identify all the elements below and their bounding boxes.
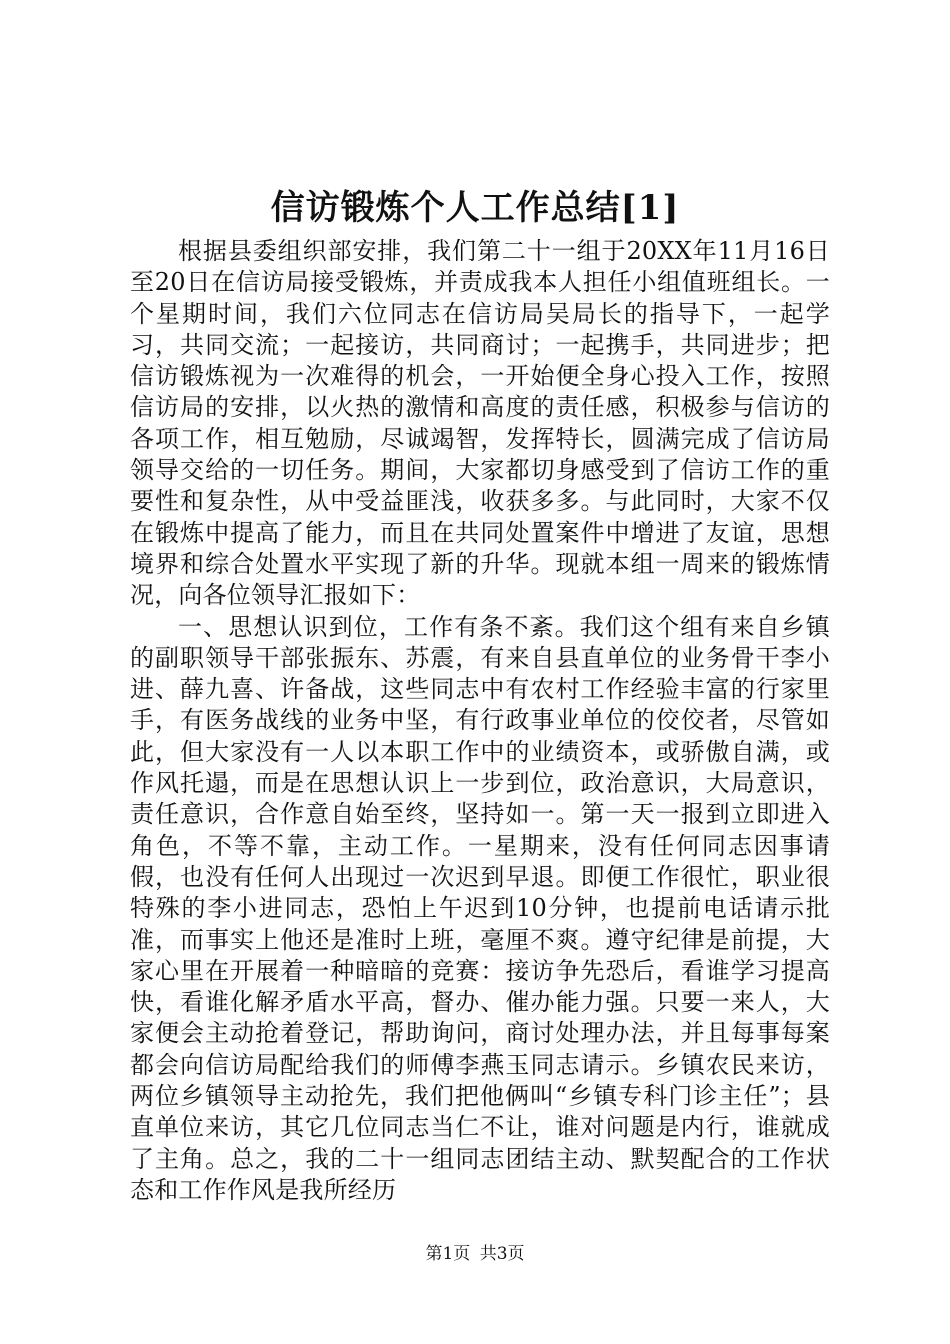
page-number: 第1页 bbox=[425, 1244, 471, 1264]
document-body bbox=[130, 236, 830, 1206]
paragraph-intro: 根据县委组织部安排，我们第二十一组于20XX年11月16日至20日在信访局接受锻炼，并责成我本人担任小组值班组长。一个星期时间，我们六位同志在信访局吴局长的指导下，一起学习，共同交流；一起接访，共同商讨；一起携手，共同进步；把信访锻炼视为一次难得的机会，一开始便全身心投入工作，按照信访局的安排，以火热的激情和高度的责任感，积极参与信访的各项工作，相互勉励，尽诚竭智，发挥特长，圆满完成了信访局领导交给的一切任务。期间，大家都切身感受到了信访工作的重要性和复杂性，从中受益匪浅，收获多多。与此同时，大家不仅在锻炼中提高了能力，而且在共同处置案件中增进了友谊，思想境界和综合处置水平实现了新的升华。现就本组一周来的锻炼情况，向各位领导汇报如下： bbox=[130, 237, 830, 610]
document-title: 信访锻炼个人工作总结[1] bbox=[270, 188, 680, 228]
paragraph-section-1: 一、思想认识到位，工作有条不紊。我们这个组有来自乡镇的副职领导干部张振东、苏震，有来自县直单位的业务骨干李小进、薛九喜、许备战，这些同志中有农村工作经验丰富的行家里手，有医务战线的业务中坚，有行政事业单位的佼佼者，尽管如此，但大家没有一人以本职工作中的业绩资本，或骄傲自满，或作风托遢，而是在思想认识上一步到位，政治意识，大局意识，责任意识，合作意自始至终，坚持如一。第一天一报到立即进入角色，不等不靠，主动工作。一星期来，没有任何同志因事请假，也没有任何人出现过一次迟到早退。即便工作很忙，职业很特殊的李小进同志，恐怕上午迟到10分钟，也提前电话请示批准，而事实上他还是准时上班，毫厘不爽。遵守纪律是前提，大家心里在开展着一种暗暗的竞赛：接访争先恐后，看谁学习提高快，看谁化解矛盾水平高，督办、催办能力强。只要一来人，大家便会主动抢着登记，帮助询问，商讨处理办法，并且每事每案都会向信访局配给我们的师傅李燕玉同志请示。乡镇农民来访，两位乡镇领导主动抢先，我们把他俩叫“乡镇专科门诊主任”；县直单位来访，其它几位同志当仁不让，谁对问题是内行，谁就成了主角。总之，我的二十一组同志团结主动、默契配合的工作状态和工作作风是我所经历 bbox=[130, 612, 830, 1204]
page-total: 共3页 bbox=[479, 1244, 525, 1264]
page-footer bbox=[0, 1243, 950, 1265]
